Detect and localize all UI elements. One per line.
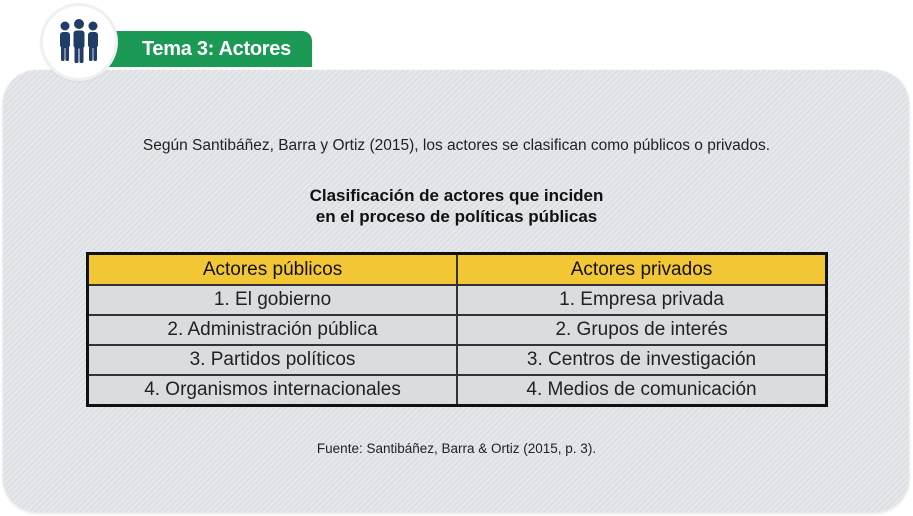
table-title-line2: en el proceso de políticas públicas bbox=[315, 207, 598, 226]
table-row bbox=[88, 285, 827, 315]
topic-icon-circle bbox=[43, 6, 115, 78]
table-row bbox=[88, 345, 827, 375]
table-row bbox=[88, 315, 827, 345]
table-cell: 3. Centros de investigación bbox=[457, 345, 826, 375]
topic-badge: Tema 3: Actores bbox=[108, 31, 312, 67]
table-title-line1: Clasificación de actores que inciden bbox=[309, 186, 604, 205]
table-cell: 4. Medios de comunicación bbox=[457, 375, 826, 406]
people-group-icon bbox=[54, 16, 104, 66]
actors-table bbox=[86, 252, 828, 407]
table-header-row bbox=[88, 254, 827, 286]
table-title bbox=[0, 185, 913, 227]
table-row bbox=[88, 375, 827, 406]
intro-text: Según Santibáñez, Barra y Ortiz (2015), los actores se clasifican como públicos o privados. bbox=[142, 137, 771, 154]
table-cell: 1. El gobierno bbox=[88, 285, 458, 315]
table-cell: 4. Organismos internacionales bbox=[88, 375, 458, 406]
table-cell: 1. Empresa privada bbox=[457, 285, 826, 315]
column-header-public: Actores públicos bbox=[88, 254, 458, 286]
table-cell: 2. Grupos de interés bbox=[457, 315, 826, 345]
column-header-private: Actores privados bbox=[457, 254, 826, 286]
table-cell: 2. Administración pública bbox=[88, 315, 458, 345]
source-citation: Fuente: Santibáñez, Barra & Ortiz (2015, p. 3). bbox=[316, 441, 597, 456]
table-cell: 3. Partidos políticos bbox=[88, 345, 458, 375]
